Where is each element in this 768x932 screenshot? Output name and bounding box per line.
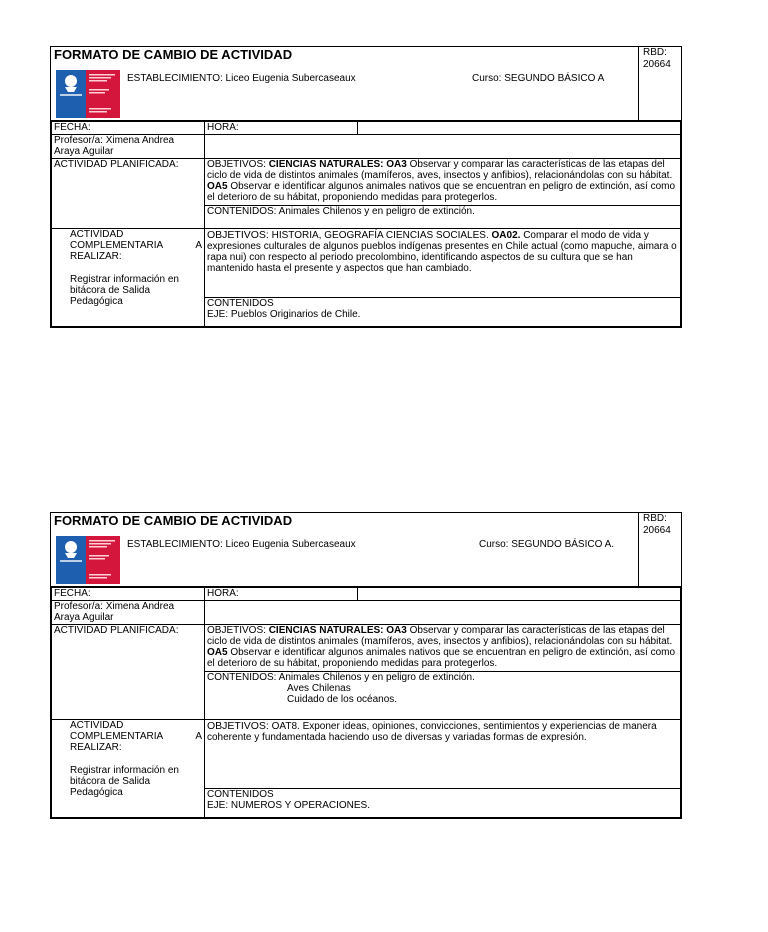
objective-subject: OAT8. xyxy=(271,721,300,732)
objectives-label: OBJETIVOS: xyxy=(207,720,269,732)
ministry-logo xyxy=(56,536,120,584)
contents-text: CONTENIDOS: Animales Chilenos y en peligro de extinción. xyxy=(207,206,475,217)
contents-cell-1 xyxy=(205,672,681,720)
teacher-value-cell xyxy=(205,601,681,625)
objective-code: CIENCIAS NATURALES: OA3 xyxy=(268,159,407,170)
blank-cell xyxy=(358,588,681,601)
axis-label: EJE: NUMEROS Y OPERACIONES. xyxy=(207,800,371,811)
teacher-label: Profesor/a: Ximena Andrea Araya Aguilar xyxy=(52,601,205,625)
register-instruction: Registrar información en bitácora de Salida Pedagógica xyxy=(70,765,179,798)
rbd-number: 20664 xyxy=(643,59,671,70)
objective-text-2: Observar e identificar algunos animales nativos que se encuentran en peligro de extinción, así como el deterioro de su hábitat, proponiendo medidas para protegerlos. xyxy=(207,181,676,203)
rbd-box xyxy=(638,513,681,586)
planned-activity-label: ACTIVIDAD PLANIFICADA: xyxy=(52,159,205,229)
form-header xyxy=(51,47,681,121)
complementary-activity-cell xyxy=(52,229,205,327)
objective-text: Observar y comparar las características de las etapas del ciclo de vida de distintos animales (mamíferos, aves, insectos y anfibios), relacionándolas con su hábitat. xyxy=(207,159,673,181)
rbd-box xyxy=(638,47,681,120)
activity-change-form-1 xyxy=(50,46,682,328)
objectives-cell-2 xyxy=(205,229,681,298)
contents-cell-2 xyxy=(205,789,681,818)
objectives-label: OBJETIVOS: xyxy=(207,229,269,241)
objectives-cell-1 xyxy=(205,625,681,672)
objective-text-2: Observar e identificar algunos animales nativos que se encuentran en peligro de extinción, así como el deterioro de su hábitat, proponiendo medidas para protegerlos. xyxy=(207,647,676,669)
complementary-activity-cell xyxy=(52,720,205,818)
form-table xyxy=(51,587,681,818)
course-label: Curso: SEGUNDO BÁSICO A. xyxy=(479,539,615,550)
contents-label: CONTENIDOS xyxy=(207,298,274,309)
objective-code-2: OA5 xyxy=(207,647,228,658)
form-header xyxy=(51,513,681,587)
rbd-number: 20664 xyxy=(643,525,671,536)
complementary-activity-label: ACTIVIDAD COMPLEMENTARIA A REALIZAR: xyxy=(70,229,202,262)
objectives-cell-2 xyxy=(205,720,681,789)
fecha-label: FECHA: xyxy=(52,588,205,601)
hora-label: HORA: xyxy=(205,588,358,601)
objective-code-2: OA5 xyxy=(207,181,228,192)
form-title: FORMATO DE CAMBIO DE ACTIVIDAD xyxy=(54,513,293,528)
rbd-label: RBD: xyxy=(643,47,667,58)
establishment-label: ESTABLECIMIENTO: Liceo Eugenia Subercaseaux xyxy=(127,73,356,84)
form-table xyxy=(51,121,681,327)
form-title: FORMATO DE CAMBIO DE ACTIVIDAD xyxy=(54,47,293,62)
hora-label: HORA: xyxy=(205,122,358,135)
complementary-activity-label: ACTIVIDAD COMPLEMENTARIA A REALIZAR: xyxy=(70,720,202,753)
activity-change-form-2 xyxy=(50,512,682,819)
objective-text: Observar y comparar las características de las etapas del ciclo de vida de distintos animales (mamíferos, aves, insectos y anfibios), relacionándolas con su hábitat. xyxy=(207,625,673,647)
objectives-prefix: OBJETIVOS: xyxy=(207,159,266,170)
establishment-label: ESTABLECIMIENTO: Liceo Eugenia Subercaseaux xyxy=(127,539,356,550)
contents-cell-2 xyxy=(205,298,681,327)
register-instruction: Registrar información en bitácora de Salida Pedagógica xyxy=(70,274,179,307)
rbd-label: RBD: xyxy=(643,513,667,524)
objective-subject: HISTORIA, GEOGRAFÍA CIENCIAS SOCIALES. xyxy=(271,230,492,241)
teacher-label: Profesor/a: Ximena Andrea Araya Aguilar xyxy=(52,135,205,159)
ministry-logo xyxy=(56,70,120,118)
planned-activity-label: ACTIVIDAD PLANIFICADA: xyxy=(52,625,205,720)
teacher-value-cell xyxy=(205,135,681,159)
objective-text: Exponer ideas, opiniones, convicciones, sentimientos y experiencias de manera coherente y fundamentada haciendo uso de diversas y variadas formas de expresión. xyxy=(207,721,657,743)
contents-extra-1: Aves Chilenas xyxy=(287,683,351,694)
axis-label: EJE: Pueblos Originarios de Chile. xyxy=(207,309,361,320)
objective-text: Comparar el modo de vida y expresiones culturales de algunos pueblos indígenas presentes en Chile actual (como mapuche, aimara o rapa nui) con respecto al periodo precolombino, identificando aspectos de su cultura que se han mantenido hasta el presente y aspectos que han cambiado. xyxy=(207,230,677,274)
objective-code: CIENCIAS NATURALES: OA3 xyxy=(268,625,407,636)
course-label: Curso: SEGUNDO BÁSICO A xyxy=(472,73,605,84)
contents-extra-2: Cuidado de los océanos. xyxy=(287,694,398,705)
contents-cell-1 xyxy=(205,206,681,229)
blank-cell xyxy=(358,122,681,135)
contents-text: CONTENIDOS: Animales Chilenos y en peligro de extinción. xyxy=(207,672,475,683)
contents-label: CONTENIDOS xyxy=(207,789,274,800)
fecha-label: FECHA: xyxy=(52,122,205,135)
objectives-prefix: OBJETIVOS: xyxy=(207,625,266,636)
objectives-cell-1 xyxy=(205,159,681,206)
objective-code: OA02. xyxy=(491,230,521,241)
